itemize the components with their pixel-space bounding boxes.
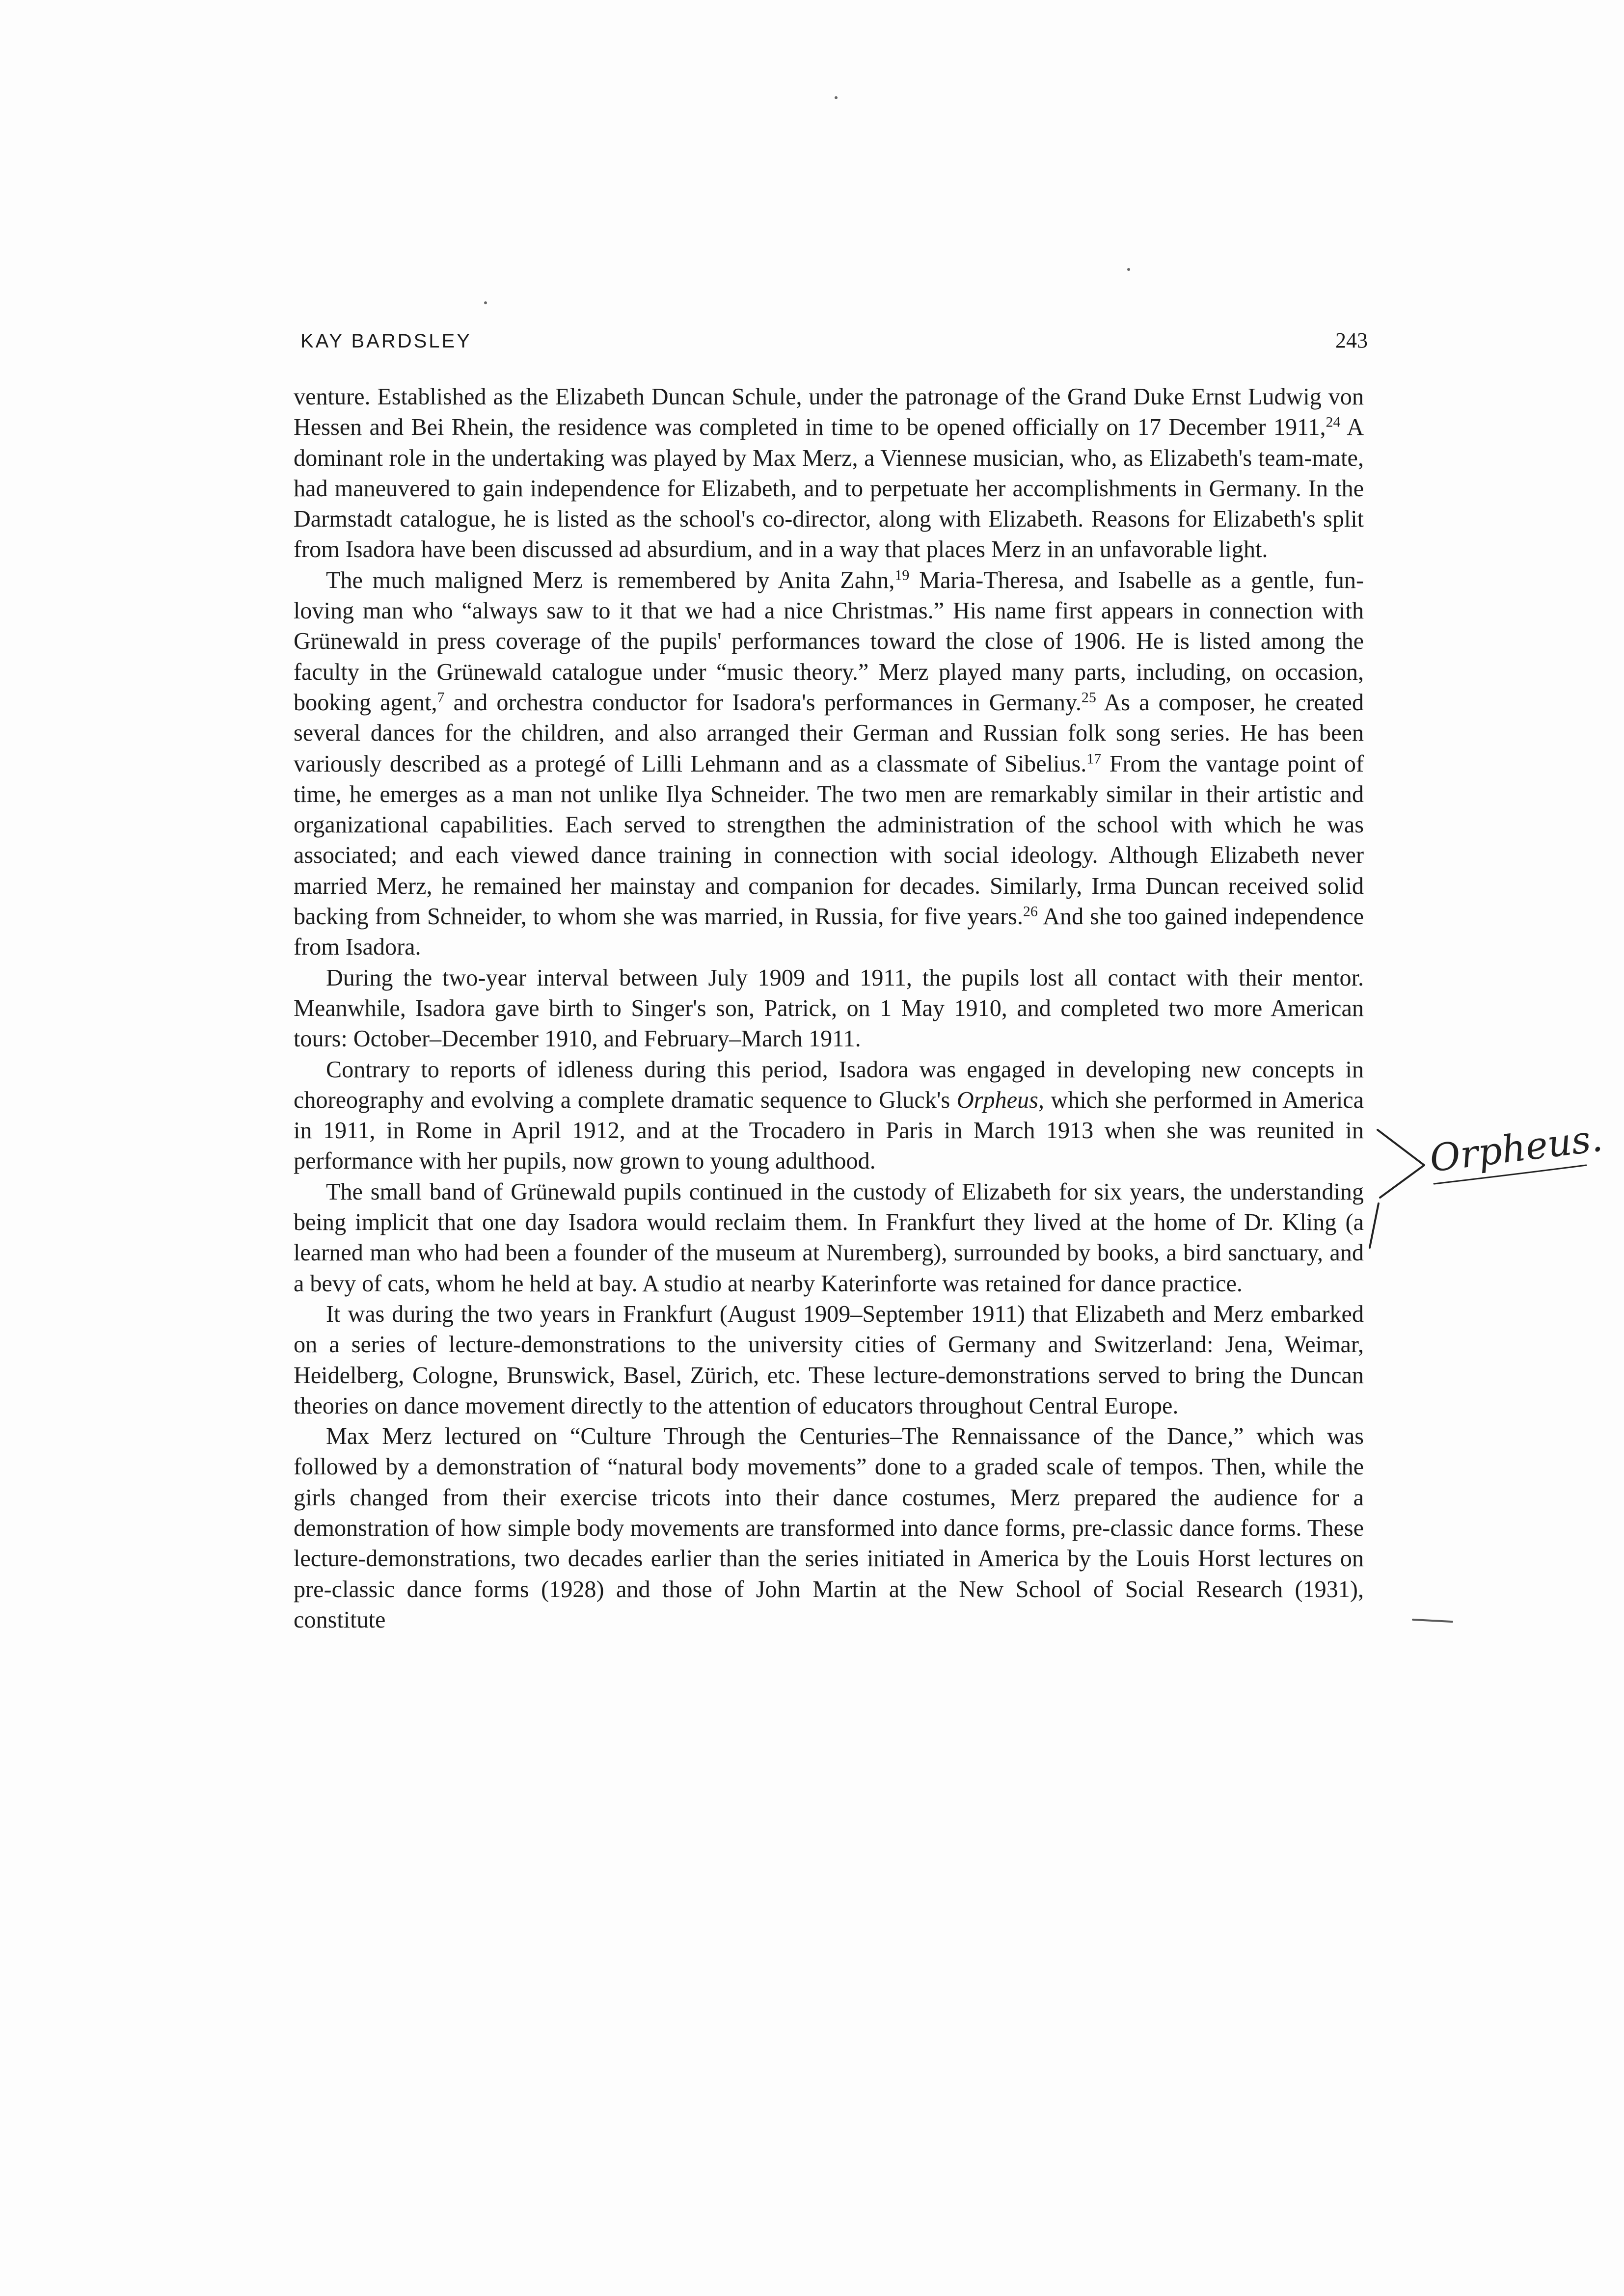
margin-note-drawing (1368, 1110, 1605, 1257)
paper-speck (835, 96, 838, 99)
italic-title: Orpheus, (956, 1087, 1044, 1113)
paragraph-text: Contrary to reports of idleness during this period, Isadora was engaged in developing new concepts in choreography and evolving a complete dramatic sequence to Gluck's (294, 1056, 1364, 1113)
paragraph-text: Max Merz lectured on “Culture Through the Centuries–The Rennaissance of the Dance,” which was followed by a demonstration of “natural body movements” done to a graded scale of tempos. Then, while the girls changed from their exercise tricots into their dance costumes, Merz prepared the audience for a demonstration of how simple body movements are transformed into dance forms, pre-classic dance forms. These lecture-demonstrations, two decades earlier than the series initiated in America by the Louis Horst lectures on pre-classic dance forms (1928) and those of John Martin at the New School of Social Research (1931), constitute (294, 1423, 1364, 1633)
paragraph (294, 1177, 1364, 1299)
paragraph-text: The small band of Grünewald pupils continued in the custody of Elizabeth for six years, the understanding being implicit that one day Isadora would reclaim them. In Frankfurt they lived at the home of Dr. Kling (a learned man who had been a founder of the museum at Nuremberg), surrounded by books, a bird sanctuary, and a bevy of cats, whom he held at bay. A studio at nearby Katerinforte was retained for dance practice. (294, 1178, 1364, 1297)
footnote-reference: 26 (1023, 903, 1038, 920)
footnote-reference: 25 (1081, 689, 1096, 706)
running-head-author: KAY BARDSLEY (300, 330, 472, 352)
paragraph-text: From the vantage point of time, he emerges as a man not unlike Ilya Schneider. The two men are remarkably similar in their artistic and organizational capabilities. Each served to strengthen the administration of the school with which he was associated; and each viewed dance training in connection with social ideology. Although Elizabeth never married Merz, he remained her mainstay and companion for decades. Similarly, Irma Duncan received solid backing from Schneider, to whom she was married, in Russia, for five years. (294, 750, 1364, 930)
paragraph-text: which she performed in America in 1911, in Rome in April 1912, and at the Trocadero in Paris in March 1913 when she was reunited in performance with her pupils, now grown to young adulthood. (294, 1087, 1364, 1175)
paragraph-text: and orchestra conductor for Isadora's performances in Germany. (444, 689, 1082, 716)
running-head (300, 328, 1368, 353)
paper-speck (1127, 268, 1130, 271)
paragraph-text: And she too gained independence from Isadora. (294, 904, 1364, 961)
footnote-reference: 19 (894, 567, 910, 584)
page-number: 243 (1335, 328, 1368, 352)
footnote-reference: 24 (1326, 414, 1341, 430)
footnote-reference: 17 (1086, 750, 1102, 767)
paragraph-text: As a composer, he created several dances for the children, and also arranged their German and Russian folk song series. He has been variously described as a protegé of Lilli Lehmann and as a classmate of Sibelius. (294, 689, 1364, 777)
article-body (294, 382, 1364, 1635)
stray-pen-mark (1412, 1619, 1453, 1623)
paragraph-text: venture. Established as the Elizabeth Duncan Schule, under the patronage of the Grand Duke Ernst Ludwig von Hessen and Bei Rhein, the residence was completed in time to be opened officially on 17 December 1911, (294, 384, 1364, 441)
paragraph-text: The much maligned Merz is remembered by Anita Zahn, (326, 567, 895, 593)
paragraph (294, 963, 1364, 1055)
paragraph-text: During the two-year interval between July 1909 and 1911, the pupils lost all contact with their mentor. Meanwhile, Isadora gave birth to Singer's son, Patrick, on 1 May 1910, and completed two more American tours: October–December 1910, and February–March 1911. (294, 964, 1364, 1052)
paragraph-text: A dominant role in the undertaking was played by Max Merz, a Viennese musician, who, as Elizabeth's team-mate, had maneuvered to gain independence for Elizabeth, and to perpetuate her accomplishments in Germany. In the Darmstadt catalogue, he is listed as the school's co-director, along with Elizabeth. Reasons for Elizabeth's split from Isadora have been discussed ad absurdium, and in a way that places Merz in an unfavorable light. (294, 414, 1364, 563)
paragraph (294, 1421, 1364, 1635)
paragraph-text: Maria-Theresa, and Isabelle as a gentle, fun-loving man who “always saw to it that we had a nice Christmas.” His name first appears in connection with Grünewald in press coverage of the pupils' performances toward the close of 1906. He is listed among the faculty in the Grünewald catalogue under “music theory.” Merz played many parts, including, on occasion, booking agent, (294, 567, 1364, 716)
handwritten-margin-note (1368, 1110, 1605, 1257)
footnote-reference: 7 (437, 689, 445, 706)
paragraph (294, 565, 1364, 963)
paragraph (294, 1299, 1364, 1421)
paragraph (294, 382, 1364, 565)
margin-note-text: Orpheus. (1427, 1116, 1605, 1180)
paragraph-text: It was during the two years in Frankfurt (August 1909–September 1911) that Elizabeth and Merz embarked on a series of lecture-demonstrations to the university cities of Germany and Switzerland: Jena, Weimar, Heidelberg, Cologne, Brunswick, Basel, Zürich, etc. These lecture-demonstrations served to bring the Duncan theories on dance movement directly to the attention of educators throughout Central Europe. (294, 1301, 1364, 1419)
paper-speck (484, 301, 487, 304)
paragraph (294, 1055, 1364, 1177)
